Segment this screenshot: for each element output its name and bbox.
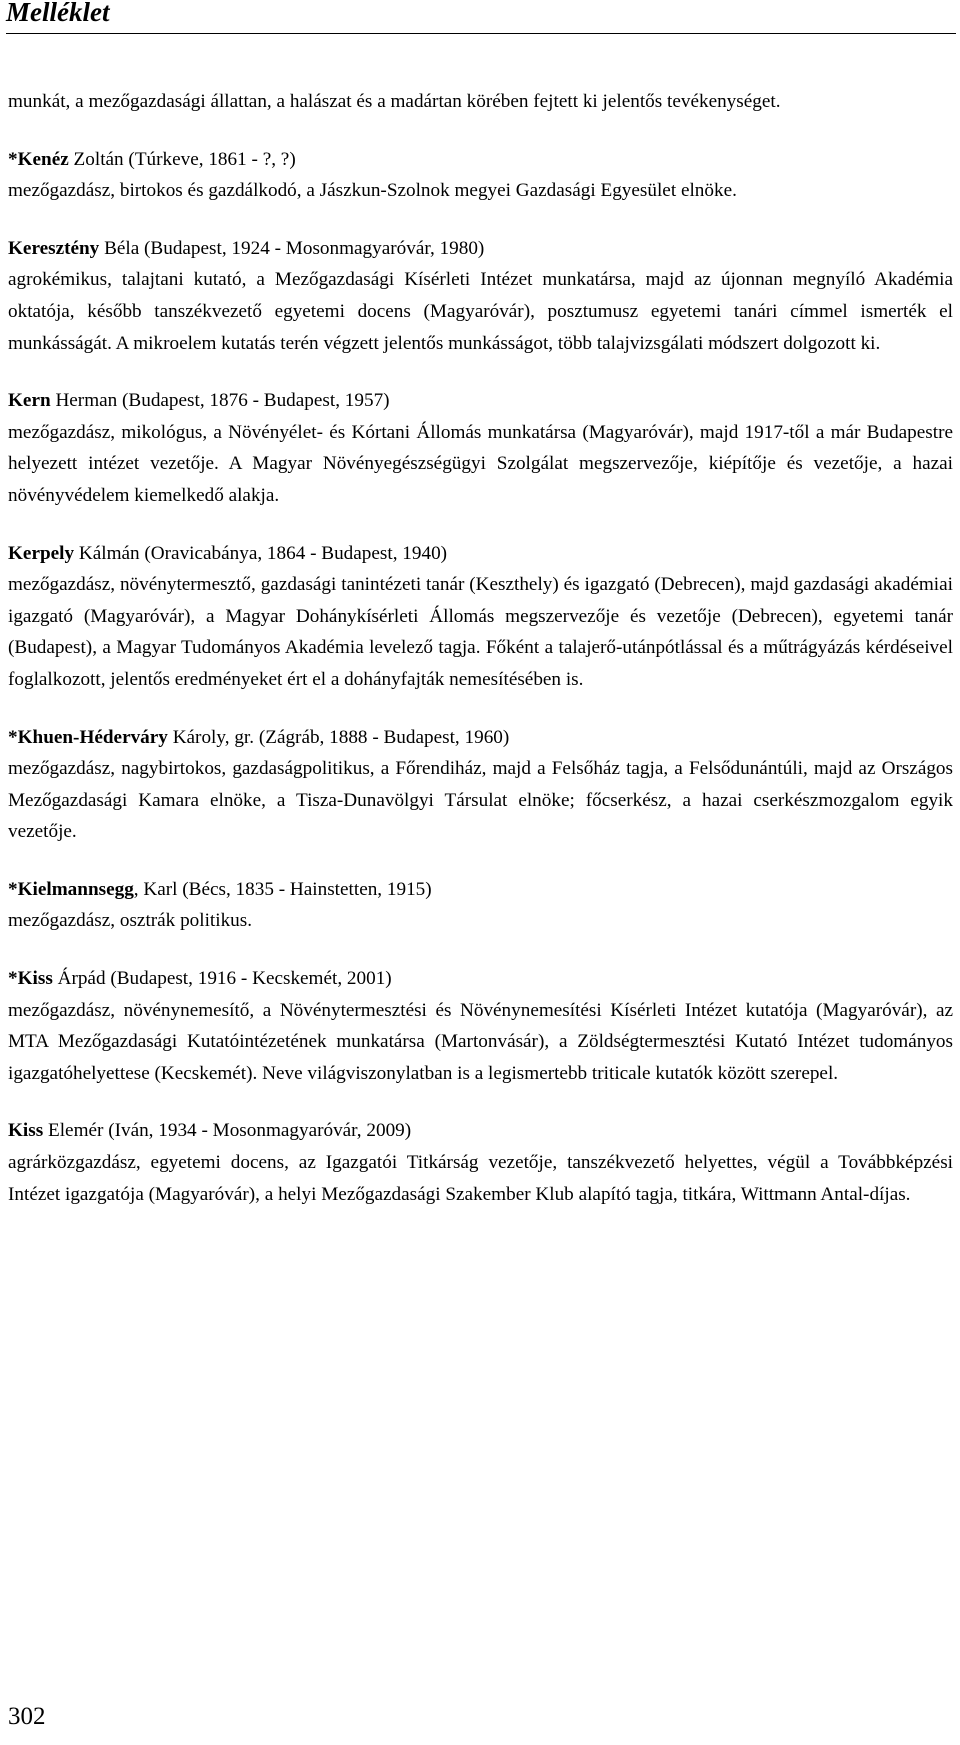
entry-body: agrokémikus, talajtani kutató, a Mezőgazdasági Kísérleti Intézet munkatársa, majd az újonnan megnyíló Akadémia oktatója, később tanszékvezető egyetemi docens (Magyaróvár), posztumusz egyetemi tanári címmel ismerték el munkásságát. A mikroelem kutatás terén végzett jelentős munkásságot, több talajvizsgálati módszert dolgozott ki.: [8, 269, 953, 354]
entry-heading: [8, 722, 953, 754]
entry-surname: *Kiss: [8, 968, 53, 990]
entry-body: mezőgazdász, osztrák politikus.: [8, 910, 253, 932]
entry-kerpely: [8, 538, 953, 696]
entry-surname: Kiss: [8, 1120, 44, 1142]
entry-heading-rest: Zoltán (Túrkeve, 1861 - ?, ?): [68, 148, 296, 170]
entry-heading-rest: Árpád (Budapest, 1916 - Kecskemét, 2001): [52, 968, 392, 990]
entry-heading: [8, 963, 953, 995]
header-title: Melléklet: [6, 0, 110, 27]
entry-kiss-arpad: [8, 963, 953, 1089]
entry-heading: [8, 538, 953, 570]
entry-body: mezőgazdász, növénynemesítő, a Növénytermesztési és Növénynemesítési Kísérleti Intézet kutatója (Magyaróvár), az MTA Mezőgazdasági Kutatóintézetének munkatársa (Martonvásár), a Zöldségtermesztési Kutató Intézet tudományos igazgatóhelyettese (Kecskemét). Neve világviszonylatban is a legismertebb triticale kutatók között szerepel.: [8, 999, 953, 1084]
entry-heading-rest: Elemér (Iván, 1934 - Mosonmagyaróvár, 2009): [43, 1120, 412, 1142]
entry-heading: [8, 874, 953, 906]
page-header: [6, 0, 956, 34]
entry-surname: Kerpely: [8, 542, 75, 564]
entry-surname: *Khuen-Héderváry: [8, 726, 168, 748]
entry-body: agrárközgazdász, egyetemi docens, az Igazgatói Titkárság vezetője, tanszékvezető helyettes, végül a Továbbképzési Intézet igazgatója (Magyaróvár), a helyi Mezőgazdasági Szakember Klub alapító tagja, titkára, Wittmann Antal-díjas.: [8, 1152, 953, 1205]
entry-kenez: [8, 144, 953, 207]
entry-body: mezőgazdász, mikológus, a Növényélet- és Kórtani Állomás munkatársa (Magyaróvár), majd 1917-től a már Budapestre helyezett intézet vezetője. A Magyar Növényegészségügyi Szolgálat megszervezője, kiépítője és vezetője, a hazai növényvédelem kiemelkedő alakja.: [8, 421, 953, 506]
entry-heading: [8, 385, 953, 417]
entry-heading: [8, 233, 953, 265]
entry-body: mezőgazdász, nagybirtokos, gazdaságpolitikus, a Főrendiház, majd a Felsőház tagja, a Felsődunántúli, majd az Országos Mezőgazdasági Kamara elnöke, a Tisza-Dunavölgyi Társulat elnöke; főcserkész, a hazai cserkészmozgalom egyik vezetője.: [8, 758, 953, 843]
entry-heading-rest: Károly, gr. (Zágráb, 1888 - Budapest, 1960): [167, 726, 510, 748]
entry-kiss-elemer: [8, 1115, 953, 1210]
entry-surname: *Kielmannsegg: [8, 878, 134, 900]
entry-body: munkát, a mezőgazdasági állattan, a halászat és a madártan körében fejtett ki jelentős tevékenységet.: [8, 91, 781, 112]
entry-heading: [8, 1115, 953, 1147]
document-body: [8, 86, 953, 1236]
entry-heading-rest: Béla (Budapest, 1924 - Mosonmagyaróvár, 1980): [99, 237, 485, 259]
entry-heading-rest: Kálmán (Oravicabánya, 1864 - Budapest, 1940): [74, 542, 448, 564]
entry-surname: Keresztény: [8, 237, 100, 259]
entry-body: mezőgazdász, növénytermesztő, gazdasági tanintézeti tanár (Keszthely) és igazgató (Debrecen), majd gazdasági akadémiai igazgató (Magyaróvár), a Magyar Dohánykísérleti Állomás megszervezője és vezetője (Debrecen), egyetemi tanár (Budapest), a Magyar Tudományos Akadémia levelező tagja. Főként a talajerő-utánpótlással és a műtrágyázás kérdéseivel foglalkozott, jelentős eredményeket ért el a dohányfajták nemesítésében is.: [8, 574, 953, 690]
entry-heading: [8, 144, 953, 176]
entry-surname: Kern: [8, 390, 51, 412]
entry-body: mezőgazdász, birtokos és gazdálkodó, a Jászkun-Szolnok megyei Gazdasági Egyesület elnöke.: [8, 180, 737, 202]
entry-khuen-hedervary: [8, 722, 953, 848]
entry-kern: [8, 385, 953, 511]
entry-continuation: [8, 86, 953, 118]
entry-kereszteny: [8, 233, 953, 359]
entry-kielmannsegg: [8, 874, 953, 937]
entry-surname: *Kenéz: [8, 148, 69, 170]
entry-heading-rest: , Karl (Bécs, 1835 - Hainstetten, 1915): [133, 878, 432, 900]
page-number: 302: [8, 1703, 46, 1730]
entry-heading-rest: Herman (Budapest, 1876 - Budapest, 1957): [50, 390, 390, 412]
